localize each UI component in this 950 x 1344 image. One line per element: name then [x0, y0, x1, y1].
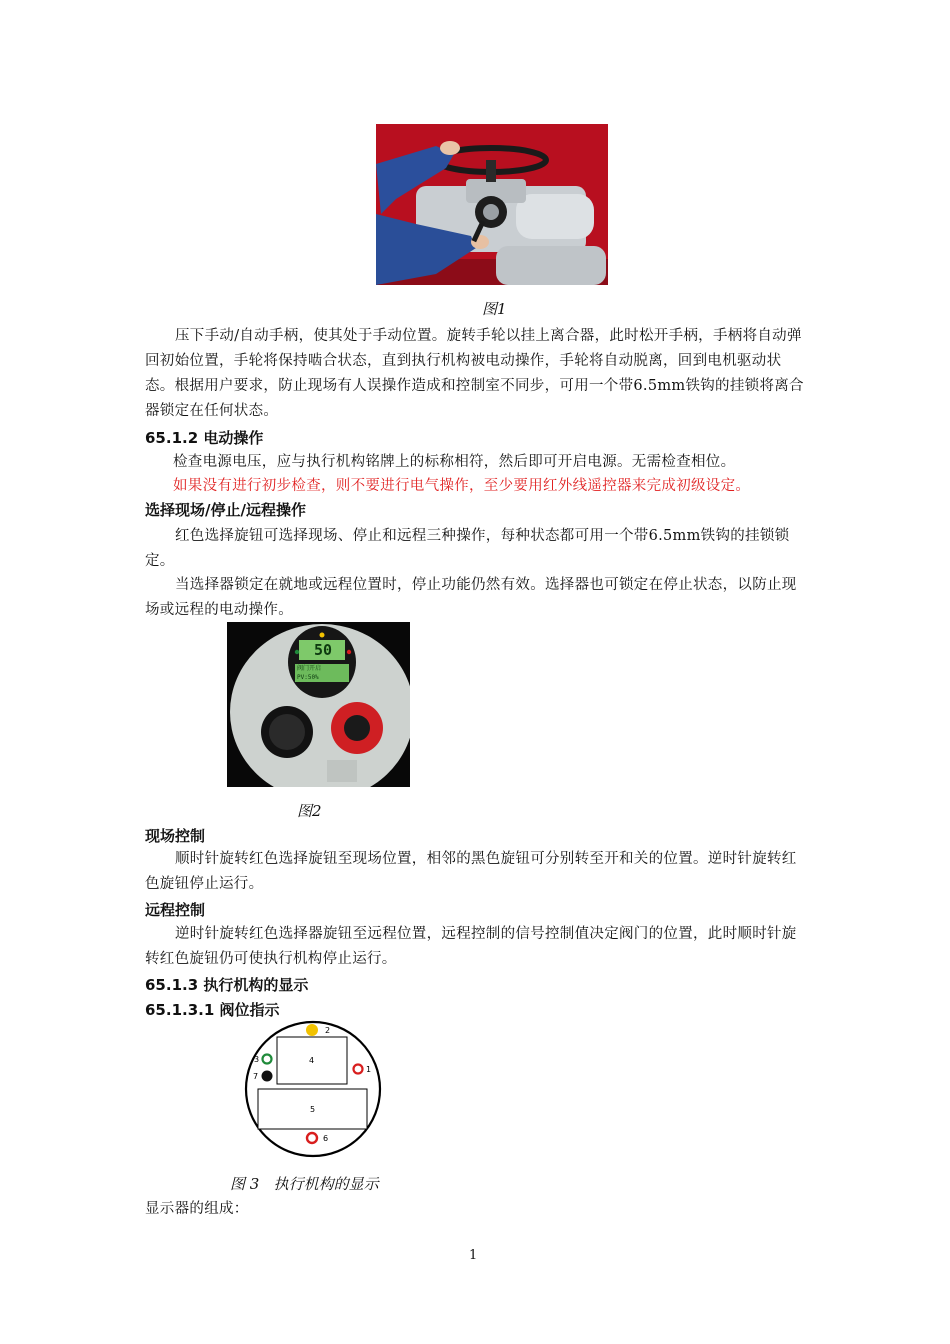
- paragraph-manual-operation: 压下手动/自动手柄，使其处于手动位置。旋转手轮以挂上离合器，此时松开手柄，手柄将自动弹回初始位置，手轮将保持啮合状态，直到执行机构被电动操作，手轮将自动脱离，回到电机驱动状态。根据用户要求，防止现场有人误操作造成和控制室不同步，可用一个带6.5mm铁钩的挂锁将离合器锁定在任何状态。: [145, 328, 804, 419]
- indicator-2-yellow: [306, 1024, 318, 1036]
- handwheel-actuator-image: [376, 124, 608, 285]
- heading-local-control: 现场控制: [145, 827, 206, 845]
- heading-6513: 65.1.3 执行机构的显示: [145, 976, 309, 994]
- lcd-position-value: 50: [313, 641, 333, 659]
- label-2: 2: [325, 1026, 331, 1035]
- paragraph-selector-lock: 当选择器锁定在就地或远程位置时，停止功能仍然有效。选择器也可锁定在停止状态，以防止现场或远程的电动操作。: [145, 577, 797, 618]
- label-6: 6: [323, 1134, 329, 1143]
- heading-6512: 65.1.2 电动操作: [145, 429, 264, 447]
- indicator-1-red: [354, 1065, 363, 1074]
- heading-65131: 65.1.3.1 阀位指示: [145, 1001, 280, 1019]
- paragraph-local-control: 顺时针旋转红色选择旋钮至现场位置，相邻的黑色旋钮可分别转至开和关的位置。逆时针旋转红色旋钮停止运行。: [145, 851, 797, 892]
- paragraph-display-composition: 显示器的组成：: [145, 1201, 249, 1217]
- indicator-6-red: [307, 1133, 317, 1143]
- figure3-caption: 图 3 执行机构的显示: [230, 1175, 379, 1193]
- paragraph-red-selector: 红色选择旋钮可选择现场、停止和远程三种操作，每种状态都可用一个带6.5mm铁钩的挂锁锁定。: [145, 528, 790, 569]
- lcd-status-line: 阀门开启: [297, 665, 322, 672]
- paragraph-remote-control: 逆时针旋转红色选择器旋钮至远程位置，远程控制的信号控制值决定阀门的位置，此时顺时针旋转红色旋钮仍可使执行机构停止运行。: [145, 926, 797, 967]
- label-5: 5: [310, 1105, 316, 1114]
- figure1-caption: 图1: [482, 300, 507, 318]
- page-number: 1: [469, 1248, 478, 1263]
- figure3-display-diagram: [240, 1020, 390, 1158]
- indicator-3-green: [263, 1055, 272, 1064]
- figure1-photo: [376, 124, 608, 285]
- lcd-pv-line: PV:50%: [297, 674, 319, 681]
- indicator-7-black: [262, 1071, 273, 1082]
- label-4: 4: [309, 1056, 315, 1065]
- label-1: 1: [366, 1065, 372, 1074]
- heading-select-operation: 选择现场/停止/远程操作: [145, 501, 306, 519]
- paragraph-warning: 如果没有进行初步检查，则不要进行电气操作，至少要用红外线遥控器来完成初级设定。: [173, 478, 751, 494]
- figure2-photo: [227, 622, 410, 787]
- paragraph-power-check: 检查电源电压，应与执行机构铭牌上的标称相符，然后即可开启电源。无需检查相位。: [173, 454, 736, 470]
- label-7: 7: [253, 1072, 259, 1081]
- figure2-caption: 图2: [297, 802, 322, 820]
- heading-remote-control: 远程控制: [145, 901, 206, 919]
- label-3: 3: [254, 1055, 260, 1064]
